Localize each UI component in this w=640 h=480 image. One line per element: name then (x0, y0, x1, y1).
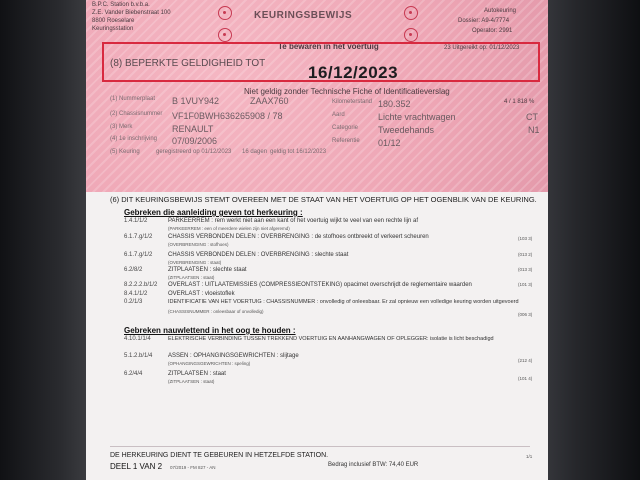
defect-sub-description: (OVERBRENGING : staat) (168, 260, 222, 265)
technical-sheet-notice: Niet geldig zonder Technische Fiche of Identificatieverslag (244, 87, 450, 96)
defect-sub-description: (ZITPLAATSEN : staat) (168, 379, 215, 384)
defect-sub-description: (OPHANGINGSGEWRICHTEN : speling) (168, 361, 251, 366)
defect-description: ZITPLAATSEN : slechte staat (168, 267, 247, 273)
first-registration-date: 07/09/2006 (172, 136, 218, 146)
emblem-icon (404, 28, 418, 42)
defect-description: CHASSIS VERBONDEN DELEN : OVERBRENGING : de stofhoes ontbreekt of verkeert scheuren (168, 234, 429, 240)
station-line-4: Keuringsstation (92, 26, 134, 32)
defect-code: 4.10.1/1/4 (124, 336, 151, 342)
defect-description: PARKEERREM : rem werkt niet aan een kant of het voertuig wijkt te veel van een rechte lijn af (168, 218, 419, 224)
defect-reference: (212 4) (518, 358, 533, 363)
defect-reference: (013 3) (518, 267, 533, 272)
document-subtitle: Te bewaren in het voertuig (278, 42, 379, 51)
defect-description: OVERLAST : vloeistoflek (168, 291, 235, 297)
defect-sub-description: (CHASSISNUMMER : onleesbaar of onvolledig) (168, 309, 264, 314)
station-line-2: Z.E. Vander Biebenstraat 100 (92, 10, 171, 16)
defect-sub-description: (ZITPLAATSEN : staat) (168, 275, 215, 280)
defect-sub-description: (PARKEERREM : een of meerdere wielen zijn niet afgeremd) (168, 226, 290, 231)
vin-label: (2) Chassisnummer (110, 111, 163, 117)
plate-number-2: ZAAX760 (250, 96, 289, 106)
valid-until: geldig tot 16/12/2023 (270, 149, 327, 155)
defect-description: ASSEN : OPHANGINGSGEWRICHTEN : slijtage (168, 353, 299, 359)
plate-number: B 1VUY942 (172, 96, 220, 106)
defect-code: 1.4.1/1/2 (124, 218, 148, 224)
right-code-2: CT (526, 112, 538, 122)
vin-number: VF1F0BWH636265908 / 78 (172, 111, 283, 121)
defect-description: ZITPLAATSEN : staat (168, 371, 226, 377)
background-left (0, 0, 86, 480)
defect-description: OVERLAST : UITLAATEMISSIES (COMPRESSIEONTSTEKING) opacimet overschrijdt de reglementaire waarden (168, 282, 472, 288)
document-title: KEURINGSBEWIJS (254, 10, 353, 21)
station-line-3: 8800 Roeselare (92, 18, 135, 24)
defect-reference: (006 3) (518, 312, 533, 317)
category-value: Tweedehands (378, 125, 435, 135)
defect-sub-description: (OVERBRENGING : stofhoes) (168, 242, 229, 247)
reference-label: Referentie (332, 138, 360, 144)
defect-reference: (103 3) (518, 236, 533, 241)
validity-date: 16/12/2023 (308, 63, 399, 82)
form-code: 07/2019 - FM 827 - AN (170, 465, 216, 470)
plate-label: (1) Nummerplaat (110, 96, 156, 102)
reference-value: 01/12 (378, 138, 401, 148)
section-monitor-title: Gebreken nauwlettend in het oog te houden : (124, 326, 296, 335)
footer-divider (110, 446, 530, 447)
header-right-line-2: Dossier: A9-4/7774 (458, 18, 510, 24)
emblem-icon (404, 6, 418, 20)
section-reinspection-title: Gebreken die aanleiding geven tot herkeuring : (124, 208, 303, 217)
vehicle-kind-label: Aard (332, 112, 345, 118)
defect-reference: (101 3) (518, 282, 533, 287)
defect-reference: (101 4) (518, 376, 533, 381)
right-code-3: N1 (528, 125, 540, 135)
header-right-line-3: Operator: 2991 (472, 28, 513, 34)
validity-label: (8) BEPERKTE GELDIGHEID TOT (110, 58, 266, 69)
mileage-label: Kilometerstand (332, 99, 373, 105)
defect-description: ELEKTRISCHE VERBINDING TUSSEN TREKKEND VOERTUIG EN AANHANGWAGEN OF OPLEGGER: isolatie is licht beschadigd (168, 336, 494, 342)
defect-description: IDENTIFICATIE VAN HET VOERTUIG : CHASSISNUMMER : onvolledig of onleesbaar. Er zal opnieuw een volledige keuring worden uitgevoerd (168, 299, 519, 305)
defect-code: 0.2/1/3 (124, 299, 143, 305)
reinspection-note: DE HERKEURING DIENT TE GEBEUREN IN HETZELFDE STATION. (110, 452, 329, 459)
defect-code: 5.1.2.b/1/4 (124, 353, 153, 359)
vehicle-kind: Lichte vrachtwagen (378, 112, 456, 122)
emblem-icon (218, 6, 232, 20)
inspection-certificate (86, 0, 548, 480)
category-label: Categorie (332, 125, 359, 131)
header-right-line-1: Autokeuring (484, 8, 517, 14)
station-line-1: B.P.C. Station b.v.b.a. (92, 2, 150, 8)
days-valid: 16 dagen (242, 149, 268, 155)
make-label: (3) Merk (110, 124, 133, 130)
defect-description: CHASSIS VERBONDEN DELEN : OVERBRENGING : slechte staat (168, 252, 349, 258)
page-number: 1/1 (526, 454, 533, 459)
defect-reference: (013 2) (518, 252, 533, 257)
background-right (548, 0, 640, 480)
defect-code: 6.1.7.g/1/2 (124, 234, 153, 240)
conformity-statement: (6) DIT KEURINGSBEWIJS STEMT OVEREEN MET DE STAAT VAN HET VOERTUIG OP HET OGENBLIK VAN DE KEURING. (110, 195, 537, 204)
right-code-1: 4 / 1 818 % (504, 99, 535, 105)
defect-code: 8.2.2.2.b/1/2 (124, 282, 158, 288)
first-registration-label: (4) 1e inschrijving (110, 136, 158, 142)
defect-code: 6.2/4/4 (124, 371, 143, 377)
inspection-label: (5) Keuring (110, 149, 140, 155)
inspection-value: geregistreerd op 01/12/2023 (156, 149, 232, 155)
part-indicator: DEEL 1 VAN 2 (110, 462, 163, 471)
defect-code: 6.2/8/2 (124, 267, 143, 273)
defect-code: 6.1.7.g/1/2 (124, 252, 153, 258)
mileage-value: 180.352 (378, 99, 411, 109)
make-value: RENAULT (172, 124, 214, 134)
defect-code: 8.4.1/1/2 (124, 291, 148, 297)
fee-amount: Bedrag inclusief BTW: 74,40 EUR (328, 462, 419, 468)
emblem-icon (218, 28, 232, 42)
issue-date: 23 Uitgereikt op: 01/12/2023 (444, 45, 520, 51)
certificate-header-panel (86, 0, 548, 192)
